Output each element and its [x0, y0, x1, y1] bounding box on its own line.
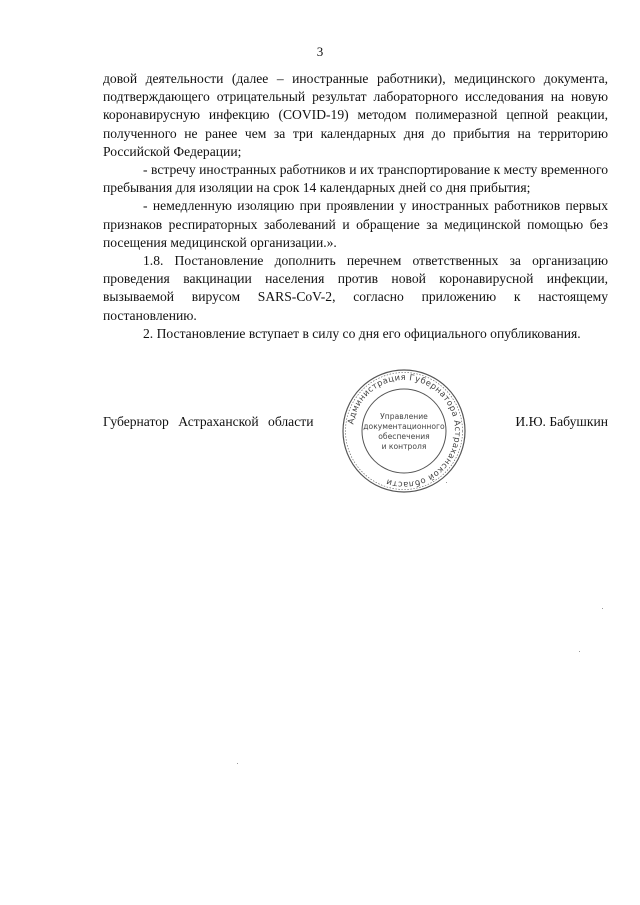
scan-speck [579, 651, 580, 652]
paragraph-1-8: 1.8. Постановление дополнить перечнем ответственных за организацию проведения вакцинации населения против новой коронавирусной инфекции, вызываемой вирусом SARS-CoV-2, согласно приложению к настоящему постановлению. [103, 253, 608, 323]
seal-outer-text: Администрация Губернатора Астраханской области [345, 371, 464, 491]
signatory-name: И.Ю. Бабушкин [515, 414, 608, 429]
paragraph-continuation: довой деятельности (далее – иностранные работники), медицинского документа, подтверждающего отрицательный результат лабораторного исследования на новую коронавирусную инфекцию (COVID-19) методом полимеразной цепной реакции, полученного не ранее чем за три календарных дня до прибытия на территорию Российской Федерации; [103, 71, 608, 159]
seal-inner-line: и контроля [381, 442, 427, 451]
seal-inner-line: Управление [380, 412, 428, 421]
scan-speck [237, 763, 238, 764]
body-text [103, 70, 608, 343]
scan-speck [446, 482, 447, 483]
paragraph-bullet-isolation: - немедленную изоляцию при проявлении у иностранных работников первых признаков респираторных заболеваний и обращение за медицинской помощью без посещения медицинской организации.». [103, 198, 608, 250]
paragraph-2: 2. Постановление вступает в силу со дня его официального опубликования. [143, 325, 581, 341]
signature-block [103, 414, 608, 436]
seal-inner-line: обеспечения [378, 432, 430, 441]
seal-inner-line: документационного [363, 422, 445, 431]
page-number: 3 [316, 44, 324, 59]
signatory-title: Губернатор Астраханской области [103, 414, 314, 429]
scan-speck [602, 608, 603, 609]
paragraph-bullet-transport: - встречу иностранных работников и их транспортирование к месту временного пребывания для изоляции на срок 14 календарных дней со дня прибытия; [103, 162, 608, 196]
